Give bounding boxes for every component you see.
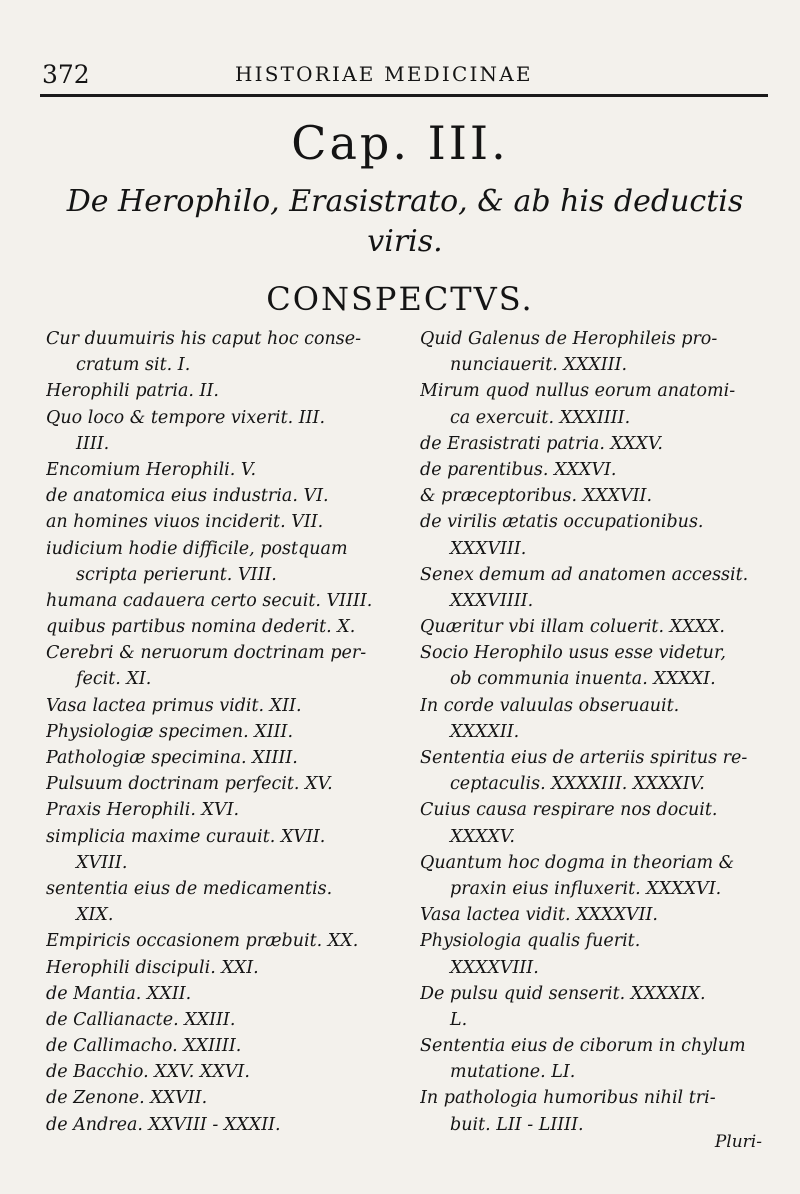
right-column-line: Sententia eius de arteriis spiritus re- bbox=[420, 748, 748, 768]
left-column-line: de Andrea. XXVIII - XXXII. bbox=[46, 1114, 281, 1135]
right-column-line: XXXVIII. bbox=[450, 538, 527, 559]
right-column-line: ceptaculis. XXXXIII. XXXXIV. bbox=[450, 774, 705, 795]
left-column-line: Physiologiæ specimen. XIII. bbox=[46, 721, 294, 742]
catchword: Pluri- bbox=[714, 1132, 762, 1152]
right-column-line: L. bbox=[450, 1009, 468, 1030]
left-column-line: Vasa lactea primus vidit. XII. bbox=[46, 695, 302, 716]
page-number: 372 bbox=[42, 60, 90, 89]
left-column-line: XVIII. bbox=[76, 852, 128, 873]
right-column-line: de virilis ætatis occupationibus. bbox=[420, 512, 704, 533]
left-column-line: Cur duumuiris his caput hoc conse- bbox=[46, 329, 362, 349]
left-column-line: Pathologiæ specimina. XIIII. bbox=[46, 748, 298, 768]
right-column-line: Quid Galenus de Herophileis pro- bbox=[420, 329, 718, 349]
left-column bbox=[46, 326, 404, 1138]
left-column-line: simplicia maxime curauit. XVII. bbox=[46, 826, 326, 847]
left-column-line: de Callianacte. XXIII. bbox=[46, 1009, 236, 1030]
right-column-line: Senex demum ad anatomen accessit. bbox=[420, 564, 749, 585]
left-column-line: IIII. bbox=[76, 433, 110, 454]
right-column-line: ob communia inuenta. XXXXI. bbox=[450, 669, 716, 690]
header-rule bbox=[40, 94, 768, 97]
right-column-line: nunciauerit. XXXIII. bbox=[450, 355, 628, 376]
right-column bbox=[420, 326, 768, 1138]
right-column-line: ca exercuit. XXXIIII. bbox=[450, 407, 631, 428]
left-column-line: Pulsuum doctrinam perfecit. XV. bbox=[46, 774, 333, 795]
left-column-line: iudicium hodie difficile, postquam bbox=[46, 538, 348, 559]
right-column-line: Quantum hoc dogma in theoriam & bbox=[420, 852, 735, 873]
right-column-line: In pathologia humoribus nihil tri- bbox=[420, 1088, 716, 1109]
conspectus-heading: CONSPECTVS. bbox=[266, 280, 534, 318]
running-title: HISTORIAE MEDICINAE bbox=[235, 62, 533, 86]
left-column-line: Praxis Herophili. XVI. bbox=[46, 800, 240, 821]
left-column-line: quibus partibus nomina dederit. X. bbox=[46, 617, 356, 638]
right-column-line: XXXXV. bbox=[450, 826, 515, 847]
right-column-line: de parentibus. XXXVI. bbox=[420, 459, 617, 480]
left-column-line: Herophili discipuli. XXI. bbox=[46, 957, 259, 978]
right-column-line: & præceptoribus. XXXVII. bbox=[420, 486, 653, 507]
right-column-line: XXXXVIII. bbox=[450, 957, 539, 978]
left-column-line: Encomium Herophili. V. bbox=[46, 459, 257, 480]
right-column-line: Quæritur vbi illam coluerit. XXXX. bbox=[420, 617, 725, 638]
left-column-line: Herophili patria. II. bbox=[46, 381, 219, 402]
right-column-line: XXXVIIII. bbox=[450, 590, 534, 611]
running-head bbox=[40, 56, 770, 88]
left-column-line: de Mantia. XXII. bbox=[46, 983, 192, 1004]
right-column-line: Cuius causa respirare nos docuit. bbox=[420, 800, 718, 821]
chapter-subtitle-line-1: De Herophilo, Erasistrato, & ab his deductis bbox=[66, 184, 744, 219]
right-column-line: de Erasistrati patria. XXXV. bbox=[420, 433, 663, 454]
right-column-line: buit. LII - LIIII. bbox=[450, 1114, 584, 1135]
left-column-line: de Callimacho. XXIIII. bbox=[46, 1036, 242, 1057]
left-column-line: sententia eius de medicamentis. bbox=[46, 878, 333, 899]
right-column-line: praxin eius influxerit. XXXXVI. bbox=[450, 878, 722, 899]
right-column-line: Sententia eius de ciborum in chylum bbox=[420, 1036, 746, 1057]
left-column-line: Quo loco & tempore vixerit. III. bbox=[46, 407, 326, 428]
left-column-line: scripta perierunt. VIII. bbox=[76, 564, 277, 585]
left-column-line: fecit. XI. bbox=[76, 669, 152, 690]
right-column-line: Mirum quod nullus eorum anatomi- bbox=[420, 381, 736, 402]
chapter-subtitle-line-2: viris. bbox=[367, 224, 443, 259]
right-column-line: In corde valuulas obseruauit. bbox=[420, 695, 680, 716]
right-column-line: Physiologia qualis fuerit. bbox=[420, 931, 641, 952]
left-column-line: an homines viuos inciderit. VII. bbox=[46, 512, 324, 533]
left-column-line: Empiricis occasionem præbuit. XX. bbox=[46, 931, 359, 952]
right-column-line: XXXXII. bbox=[450, 721, 520, 742]
right-column-line: Vasa lactea vidit. XXXXVII. bbox=[420, 905, 658, 926]
right-column-line: De pulsu quid senserit. XXXXIX. bbox=[420, 983, 706, 1004]
left-column-line: XIX. bbox=[76, 905, 114, 926]
left-column-line: humana cadauera certo secuit. VIIII. bbox=[46, 590, 373, 611]
left-column-line: Cerebri & neruorum doctrinam per- bbox=[46, 643, 367, 664]
left-column-line: cratum sit. I. bbox=[76, 355, 191, 376]
right-column-line: Socio Herophilo usus esse videtur, bbox=[420, 643, 726, 664]
right-column-line: mutatione. LI. bbox=[450, 1062, 576, 1083]
left-column-line: de Zenone. XXVII. bbox=[46, 1088, 208, 1109]
left-column-line: de anatomica eius industria. VI. bbox=[46, 486, 329, 507]
chapter-title: Cap. III. bbox=[291, 116, 509, 170]
left-column-line: de Bacchio. XXV. XXVI. bbox=[46, 1062, 250, 1083]
